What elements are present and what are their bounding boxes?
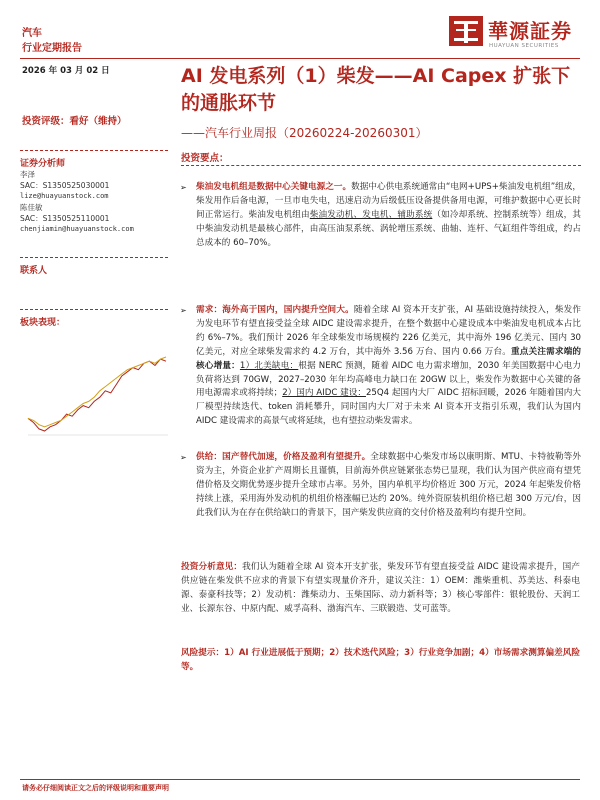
analyst-name: 陈佳敏 [20,203,43,212]
category-line-1: 汽车 [22,28,42,39]
logo-english: HUAYUAN SECURITIES [489,43,559,49]
risk-warning: 风险提示：1）AI 行业进展低于预期；2）技术迭代风险；3）行业竞争加剧；4）市场需求测算偏差风险等。 [181,648,580,672]
logo-seal-icon [449,16,483,46]
arrow-bullet-icon: ➢ [180,306,187,315]
company-logo [449,14,584,54]
key-points-divider [181,165,581,166]
report-date: 2026 年 03 月 02 日 [22,66,110,76]
footer-disclaimer: 请务必仔细阅读正文之后的评级说明和重要声明 [22,784,169,792]
key-point-text: 柴油发电机组是数据中心关键电源之一。数据中心供电系统通常由“电网+UPS+柴油发电机组”组成，柴发用作后备电源，一旦市电失电，迅速启动为后级低压设备提供备用电源，可维护数据中心更长时间正常运行。柴油发电机组由柴油发动机、发电机、辅助系统（如冷却系统、控制系统等）组成，其中柴油发动机是最核心部件，由高压油泵系统、涡轮增压系统、曲轴、连杆、气缸组件等组成，约占总成本的 60–70%。 [196,182,581,248]
report-category [22,26,82,56]
analyst-email[interactable]: chenjiamin@huayuanstock.com [20,225,134,233]
contacts-heading: 联系人 [20,257,168,276]
category-line-2: 行业定期报告 [22,43,82,54]
footer-divider [20,779,580,780]
key-point-text: 需求：海外高于国内，国内提升空间大。随着全球 AI 资本开支扩张，AI 基础设施持续投入，柴发作为发电环节有望直接受益全球 AIDC 建设需求提升，在整个数据中心建设成本中柴油发电机成本占比约 6%–7%。我们预计 2026 年全球柴发市场规模约 226 亿美元，其中海外 196 亿美元、国内 30 亿美元，对应全球柴发需求约 4.2 万台，其中海外 3.56 万台、国内 0.66 万台。重点关注需求端的核心增量：1）北美缺电：根据 NERC 预测，随着 AIDC 电力需求增加，2030 年美国数据中心电力负荷将达到 70GW，2027–2030 年年均高峰电力缺口在 20GW 以上，柴发作为数据中心关键的备用电源需求或将持续；2）国内 AIDC 建设：25Q4 起国内大厂 AIDC 招标回暖，2026 年随着国内大厂模型持续迭代、token 消耗攀升，同时国内大厂对于未来 AI 资本开支指引乐观，我们认为国内 AIDC 建设需求的高景气或将延续，也有望拉动柴发需求。 [196,305,581,427]
sector-trend-chart [22,345,170,439]
report-subtitle: ——汽车行业周报（20260224-20260301） [181,126,428,140]
logo-name: 華源証券 [488,19,572,43]
key-point-item [180,451,581,521]
analyst-email[interactable]: lize@huayuanstock.com [20,192,109,200]
header-divider [20,58,580,59]
analysts-heading: 证券分析师 [20,150,168,169]
chart-series-line-1 [28,359,166,431]
analyst-sac: SAC：S1350525030001 [20,181,110,190]
analyst-name: 李泽 [20,170,35,179]
key-point-item [180,181,581,251]
key-points-heading: 投资要点： [181,153,229,164]
arrow-bullet-icon: ➢ [180,183,187,192]
arrow-bullet-icon: ➢ [180,453,187,462]
investment-advice: 投资分析意见：我们认为随着全球 AI 资本开支扩张，柴发环节有望直接受益 AIDC 建设需求提升，国产供应链在柴发供不应求的背景下有望实现量价齐升，建议关注：1）OEM：潍柴重机、苏美达、科泰电源、泰豪科技等；2）发动机：潍柴动力、玉柴国际、动力新科等；3）核心零部件：银轮股份、天润工业、长源东谷、中原内配、威孚高科、渤海汽车、三联锻造、艾可蓝等。 [181,562,580,614]
analyst-list [20,169,134,235]
sector-trend-heading: 板块表现： [20,309,168,328]
chart-series-line-2 [28,357,166,427]
report-title: AI 发电系列（1）柴发——AI Capex 扩张下的通胀环节 [181,65,571,114]
investment-rating: 投资评级：看好（维持） [22,116,127,127]
analyst-sac: SAC：S1350525110001 [20,214,110,223]
key-point-item [180,304,581,429]
key-point-text: 供给：国产替代加速，价格及盈利有望提升。全球数据中心柴发市场以康明斯、MTU、卡特彼勒等外资为主，外资企业扩产周期长且谨慎，目前海外供应链紧张态势已显现，我们认为国产供应商有望凭借价格及交期优势逐步提升全球市占率。另外，国内单机平均价格近 300 万元，2024 年起柴发价格持续上涨，采用海外发动机的机组价格涨幅已达约 20%。纯外资原装机组价格已超 300 万元/台，因此我们认为在存在供给缺口的背景下，国产柴发供应商的交付价格及盈利均有提升空间。 [196,452,581,518]
